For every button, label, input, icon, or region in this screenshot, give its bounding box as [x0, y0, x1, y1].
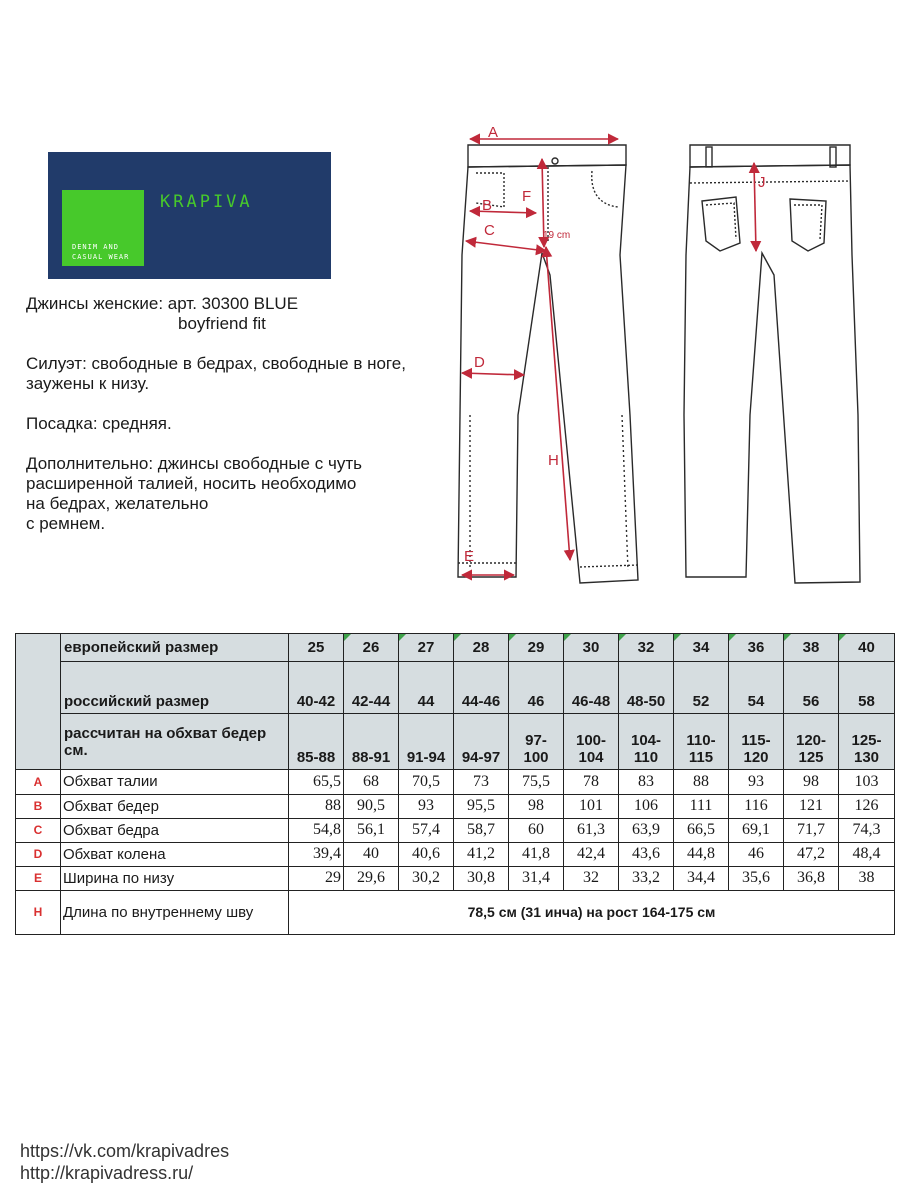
label-j: J	[758, 174, 766, 191]
eu-size-cell: 40	[839, 634, 895, 662]
hip-size-row	[16, 714, 895, 770]
measurement-value: 95,5	[454, 794, 509, 818]
measurement-value: 93	[399, 794, 454, 818]
ru-size-label: российский размер	[61, 662, 289, 714]
measurement-value: 66,5	[674, 818, 729, 842]
hip-range-top: 100-	[575, 732, 607, 750]
measurement-value: 31,4	[509, 866, 564, 890]
hip-range-bottom: 88-91	[351, 749, 391, 767]
eu-size-cell: 26	[344, 634, 399, 662]
ru-size-cell: 56	[784, 662, 839, 714]
hip-range-cell	[344, 714, 399, 770]
measurement-value: 90,5	[344, 794, 399, 818]
measurement-value: 57,4	[399, 818, 454, 842]
measurement-value: 41,8	[509, 842, 564, 866]
measurement-value: 106	[619, 794, 674, 818]
size-chart-table	[15, 633, 895, 935]
silhouette-line-2: заужены к низу.	[26, 374, 150, 393]
measurement-value: 61,3	[564, 818, 619, 842]
label-c: C	[484, 222, 495, 239]
brand-logo	[48, 152, 331, 279]
ru-size-cell: 44	[399, 662, 454, 714]
hip-range-top: 104-	[630, 732, 662, 750]
eu-size-cell: 34	[674, 634, 729, 662]
measurement-value: 88	[289, 794, 344, 818]
hip-range-top: 125-	[851, 732, 882, 750]
eu-size-cell: 28	[454, 634, 509, 662]
measurement-value: 42,4	[564, 842, 619, 866]
measurement-value: 78	[564, 770, 619, 794]
eu-size-cell: 27	[399, 634, 454, 662]
hip-range-bottom: 100	[523, 749, 549, 767]
measurement-value: 98	[509, 794, 564, 818]
hip-range-top: 97-	[525, 732, 547, 750]
measurement-value: 126	[839, 794, 895, 818]
header-corner	[16, 634, 61, 770]
hip-range-cell	[839, 714, 895, 770]
hip-range-bottom: 115	[688, 749, 714, 767]
row-letter: E	[16, 866, 61, 890]
measurement-value: 121	[784, 794, 839, 818]
eu-size-cell: 36	[729, 634, 784, 662]
ru-size-cell: 46	[509, 662, 564, 714]
measurement-value: 38	[839, 866, 895, 890]
brand-name: KRAPIVA	[160, 192, 253, 212]
product-title	[26, 294, 466, 334]
hip-range-bottom: 125	[798, 749, 824, 767]
extra-line-1: Дополнительно: джинсы свободные с чуть	[26, 454, 362, 473]
ru-size-cell: 46-48	[564, 662, 619, 714]
measurement-value: 29,6	[344, 866, 399, 890]
hip-label-line-2: см.	[64, 741, 88, 759]
extra-text	[26, 454, 466, 534]
measurement-value: 43,6	[619, 842, 674, 866]
inseam-note: 78,5 см (31 инча) на рост 164-175 см	[289, 890, 895, 934]
hip-range-cell	[674, 714, 729, 770]
measurement-value: 111	[674, 794, 729, 818]
measurement-value: 74,3	[839, 818, 895, 842]
label-h: H	[548, 452, 559, 469]
measurement-value: 98	[784, 770, 839, 794]
measurement-row	[16, 818, 895, 842]
row-letter: H	[16, 890, 61, 934]
jeans-technical-drawing	[440, 115, 900, 600]
row-letter: A	[16, 770, 61, 794]
measurement-value: 73	[454, 770, 509, 794]
measurement-value: 65,5	[289, 770, 344, 794]
row-label: Ширина по низу	[61, 866, 289, 890]
eu-size-cell: 38	[784, 634, 839, 662]
label-f: F	[522, 188, 532, 205]
crotch-note: 19 cm	[543, 230, 571, 241]
measurement-value: 34,4	[674, 866, 729, 890]
row-label: Обхват бедра	[61, 818, 289, 842]
hip-range-cell	[399, 714, 454, 770]
ru-size-row	[16, 662, 895, 714]
ru-size-cell: 54	[729, 662, 784, 714]
measurement-value: 70,5	[399, 770, 454, 794]
hip-range-bottom: 130	[853, 749, 880, 767]
measurement-value: 30,2	[399, 866, 454, 890]
eu-size-row	[16, 634, 895, 662]
row-label: Обхват колена	[61, 842, 289, 866]
ru-size-cell: 42-44	[344, 662, 399, 714]
hip-label-line-1: рассчитан на обхват бедер	[64, 724, 267, 742]
measurement-value: 88	[674, 770, 729, 794]
eu-size-label: европейский размер	[61, 634, 289, 662]
measurement-value: 56,1	[344, 818, 399, 842]
hip-range-cell	[509, 714, 564, 770]
eu-size-cell: 32	[619, 634, 674, 662]
hip-range-cell	[454, 714, 509, 770]
measurement-row	[16, 866, 895, 890]
eu-size-cell: 29	[509, 634, 564, 662]
hip-range-bottom: 94-97	[461, 749, 501, 767]
product-article: Джинсы женские: арт. 30300 BLUE	[26, 294, 299, 313]
hip-range-bottom: 120	[743, 749, 769, 767]
row-letter: B	[16, 794, 61, 818]
product-fit: boyfriend fit	[178, 314, 266, 333]
hip-range-cell	[619, 714, 674, 770]
measurement-value: 41,2	[454, 842, 509, 866]
measurement-value: 103	[839, 770, 895, 794]
silhouette-line-1: Силуэт: свободные в бедрах, свободные в ноге,	[26, 354, 406, 373]
ru-size-cell: 52	[674, 662, 729, 714]
fit-text: Посадка: средняя.	[26, 414, 172, 433]
label-a: A	[488, 124, 499, 141]
hip-range-cell	[784, 714, 839, 770]
label-b: B	[482, 197, 493, 214]
measurement-value: 32	[564, 866, 619, 890]
measurement-value: 60	[509, 818, 564, 842]
measurement-value: 33,2	[619, 866, 674, 890]
silhouette-text	[26, 354, 466, 394]
measurement-value: 54,8	[289, 818, 344, 842]
measurement-value: 46	[729, 842, 784, 866]
inseam-row	[16, 890, 895, 934]
eu-size-cell: 30	[564, 634, 619, 662]
tagline-line-1: DENIM AND	[72, 243, 119, 251]
tagline-line-2: CASUAL WEAR	[72, 253, 130, 261]
measurement-value: 69,1	[729, 818, 784, 842]
extra-line-4: с ремнем.	[26, 514, 106, 533]
measurement-row	[16, 770, 895, 794]
measurement-value: 71,7	[784, 818, 839, 842]
hip-range-bottom: 85-88	[296, 749, 336, 767]
site-link[interactable]: http://krapivadress.ru/	[20, 1163, 194, 1183]
measurement-value: 47,2	[784, 842, 839, 866]
measurement-value: 68	[344, 770, 399, 794]
hip-range-top: 120-	[795, 732, 827, 750]
measurement-value: 40	[344, 842, 399, 866]
measurement-labels	[464, 124, 766, 565]
measurement-value: 39,4	[289, 842, 344, 866]
measurement-value: 40,6	[399, 842, 454, 866]
jeans-back-view	[684, 145, 860, 583]
hip-range-cell	[729, 714, 784, 770]
eu-size-cell: 25	[289, 634, 344, 662]
hip-range-top: 110-	[686, 732, 716, 750]
measurement-value: 101	[564, 794, 619, 818]
extra-line-2: расширенной талией, носить необходимо	[26, 474, 357, 493]
measurement-row	[16, 794, 895, 818]
ru-size-cell: 40-42	[289, 662, 344, 714]
hip-range-bottom: 91-94	[406, 749, 446, 767]
measurement-value: 58,7	[454, 818, 509, 842]
measurement-value: 30,8	[454, 866, 509, 890]
measurement-value: 83	[619, 770, 674, 794]
row-label: Длина по внутреннему шву	[61, 890, 289, 934]
label-e: E	[464, 548, 475, 565]
extra-line-3: на бедрах, желательно	[26, 494, 209, 513]
brand-tagline	[72, 242, 152, 262]
measurement-row	[16, 842, 895, 866]
row-letter: C	[16, 818, 61, 842]
measurement-value: 93	[729, 770, 784, 794]
ru-size-cell: 48-50	[619, 662, 674, 714]
measurement-value: 116	[729, 794, 784, 818]
row-letter: D	[16, 842, 61, 866]
measurement-value: 29	[289, 866, 344, 890]
product-description	[26, 294, 466, 554]
vk-link[interactable]: https://vk.com/krapivadres	[20, 1141, 230, 1161]
measurement-value: 36,8	[784, 866, 839, 890]
row-label: Обхват талии	[61, 770, 289, 794]
hip-range-cell	[289, 714, 344, 770]
ru-size-cell: 44-46	[454, 662, 509, 714]
hip-range-bottom: 104	[578, 749, 604, 767]
ru-size-cell: 58	[839, 662, 895, 714]
footer-links	[20, 1140, 229, 1184]
measurement-value: 35,6	[729, 866, 784, 890]
hip-range-cell	[564, 714, 619, 770]
hip-range-top: 115-	[741, 732, 771, 750]
label-d: D	[474, 354, 485, 371]
row-label: Обхват бедер	[61, 794, 289, 818]
measurement-value: 75,5	[509, 770, 564, 794]
measurement-value: 44,8	[674, 842, 729, 866]
hip-range-bottom: 110	[633, 749, 659, 767]
measurement-value: 48,4	[839, 842, 895, 866]
hip-size-label	[61, 714, 289, 770]
measurement-value: 63,9	[619, 818, 674, 842]
